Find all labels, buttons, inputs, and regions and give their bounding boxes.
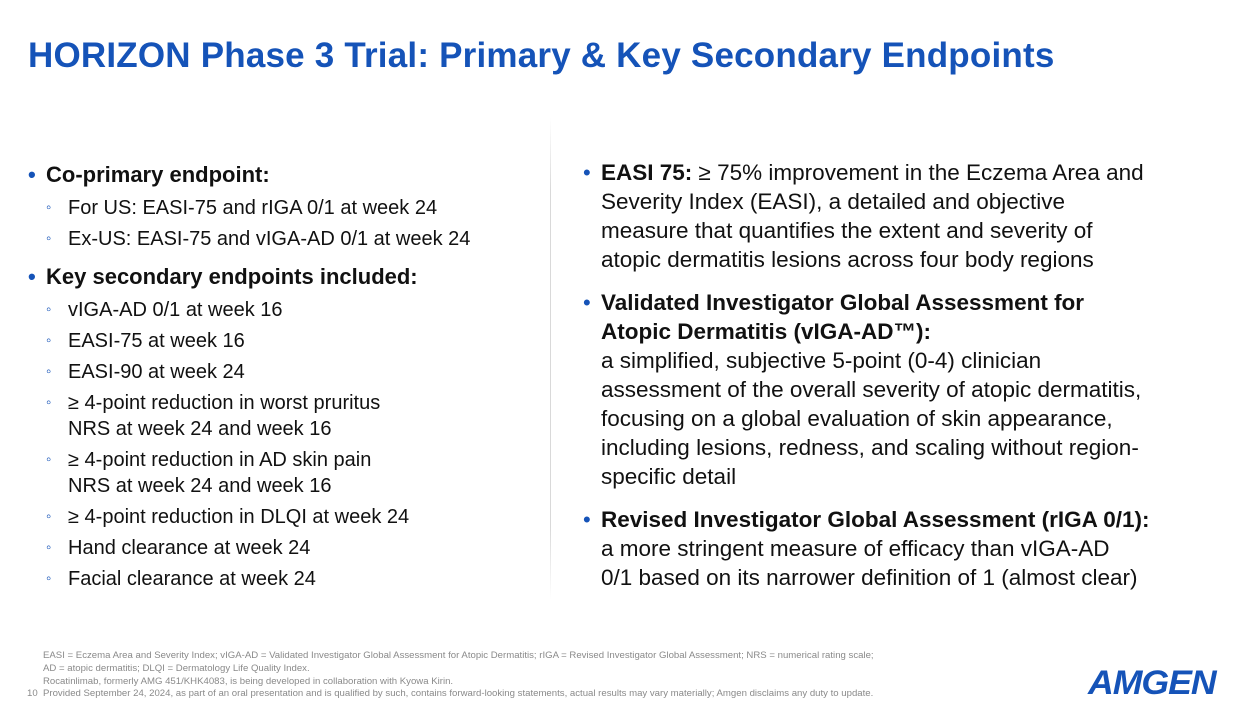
easi-term: EASI 75:	[601, 160, 693, 185]
list-item: ◦ Facial clearance at week 24	[28, 566, 538, 592]
coprimary-heading: • Co-primary endpoint:	[28, 160, 538, 190]
footnotes	[43, 650, 1063, 701]
list-item: ◦ Ex-US: EASI-75 and vIGA-AD 0/1 at week 24	[28, 226, 538, 252]
riga-definition	[583, 505, 1243, 592]
list-item	[28, 447, 538, 499]
definition-line: atopic dermatitis lesions across four body regions	[601, 247, 1094, 272]
list-item: ◦ vIGA-AD 0/1 at week 16	[28, 297, 538, 323]
list-item: ◦ For US: EASI-75 and rIGA 0/1 at week 24	[28, 195, 538, 221]
definition-line: including lesions, redness, and scaling without region-	[601, 435, 1139, 460]
riga-term: Revised Investigator Global Assessment (rIGA 0/1):	[601, 507, 1150, 532]
list-item: ◦ EASI-75 at week 16	[28, 328, 538, 354]
definition-line: focusing on a global evaluation of skin appearance,	[601, 406, 1113, 431]
footnote-line: Provided September 24, 2024, as part of an oral presentation and is qualified by such, contains forward-looking statements, actual results may vary materially; Amgen disclaims any duty to update.	[43, 688, 874, 700]
definition-line: specific detail	[601, 464, 737, 489]
definition-line: ≥ 75% improvement in the Eczema Area and	[692, 160, 1144, 185]
easi-definition	[583, 158, 1243, 274]
footnote-line: AD = atopic dermatitis; DLQI = Dermatology Life Quality Index.	[43, 662, 310, 674]
viga-term: Validated Investigator Global Assessment for	[601, 290, 1085, 315]
list-item: ◦ EASI-90 at week 24	[28, 359, 538, 385]
list-item: ◦ ≥ 4-point reduction in DLQI at week 24	[28, 504, 538, 530]
list-item	[28, 390, 538, 442]
definition-line: a more stringent measure of efficacy than vIGA-AD	[601, 536, 1110, 561]
list-item-line: ◦ ≥ 4-point reduction in worst pruritus	[68, 392, 381, 414]
secondary-heading: • Key secondary endpoints included:	[28, 262, 538, 292]
page-number: 10	[27, 688, 38, 699]
list-item: ◦ Hand clearance at week 24	[28, 535, 538, 561]
definition-line: Severity Index (EASI), a detailed and objective	[601, 189, 1066, 214]
amgen-logo: AMGEN	[1088, 664, 1216, 702]
definition-line: 0/1 based on its narrower definition of 1 (almost clear)	[601, 565, 1138, 590]
column-divider	[550, 118, 551, 600]
definition-line: a simplified, subjective 5-point (0-4) clinician	[601, 348, 1042, 373]
footnote-line: EASI = Eczema Area and Severity Index; vIGA-AD = Validated Investigator Global Assessment for Atopic Dermatitis; rIGA = Revised Investigator Global Assessment; NRS = numerical rating scale;	[43, 650, 874, 661]
list-item-line: ◦ ≥ 4-point reduction in AD skin pain	[68, 449, 372, 471]
footnote-line: Rocatinlimab, formerly AMG 451/KHK4083, is being developed in collaboration with Kyowa Kirin.	[43, 675, 454, 687]
list-item-line: NRS at week 24 and week 16	[68, 418, 332, 440]
right-column	[583, 158, 1243, 606]
left-column	[28, 160, 538, 592]
definition-line: measure that quantifies the extent and severity of	[601, 218, 1093, 243]
viga-definition	[583, 288, 1243, 491]
page-title: HORIZON Phase 3 Trial: Primary & Key Secondary Endpoints	[28, 36, 1055, 75]
viga-term: Atopic Dermatitis (vIGA-AD™):	[601, 319, 932, 344]
definition-line: assessment of the overall severity of atopic dermatitis,	[601, 377, 1142, 402]
list-item-line: NRS at week 24 and week 16	[68, 475, 332, 497]
